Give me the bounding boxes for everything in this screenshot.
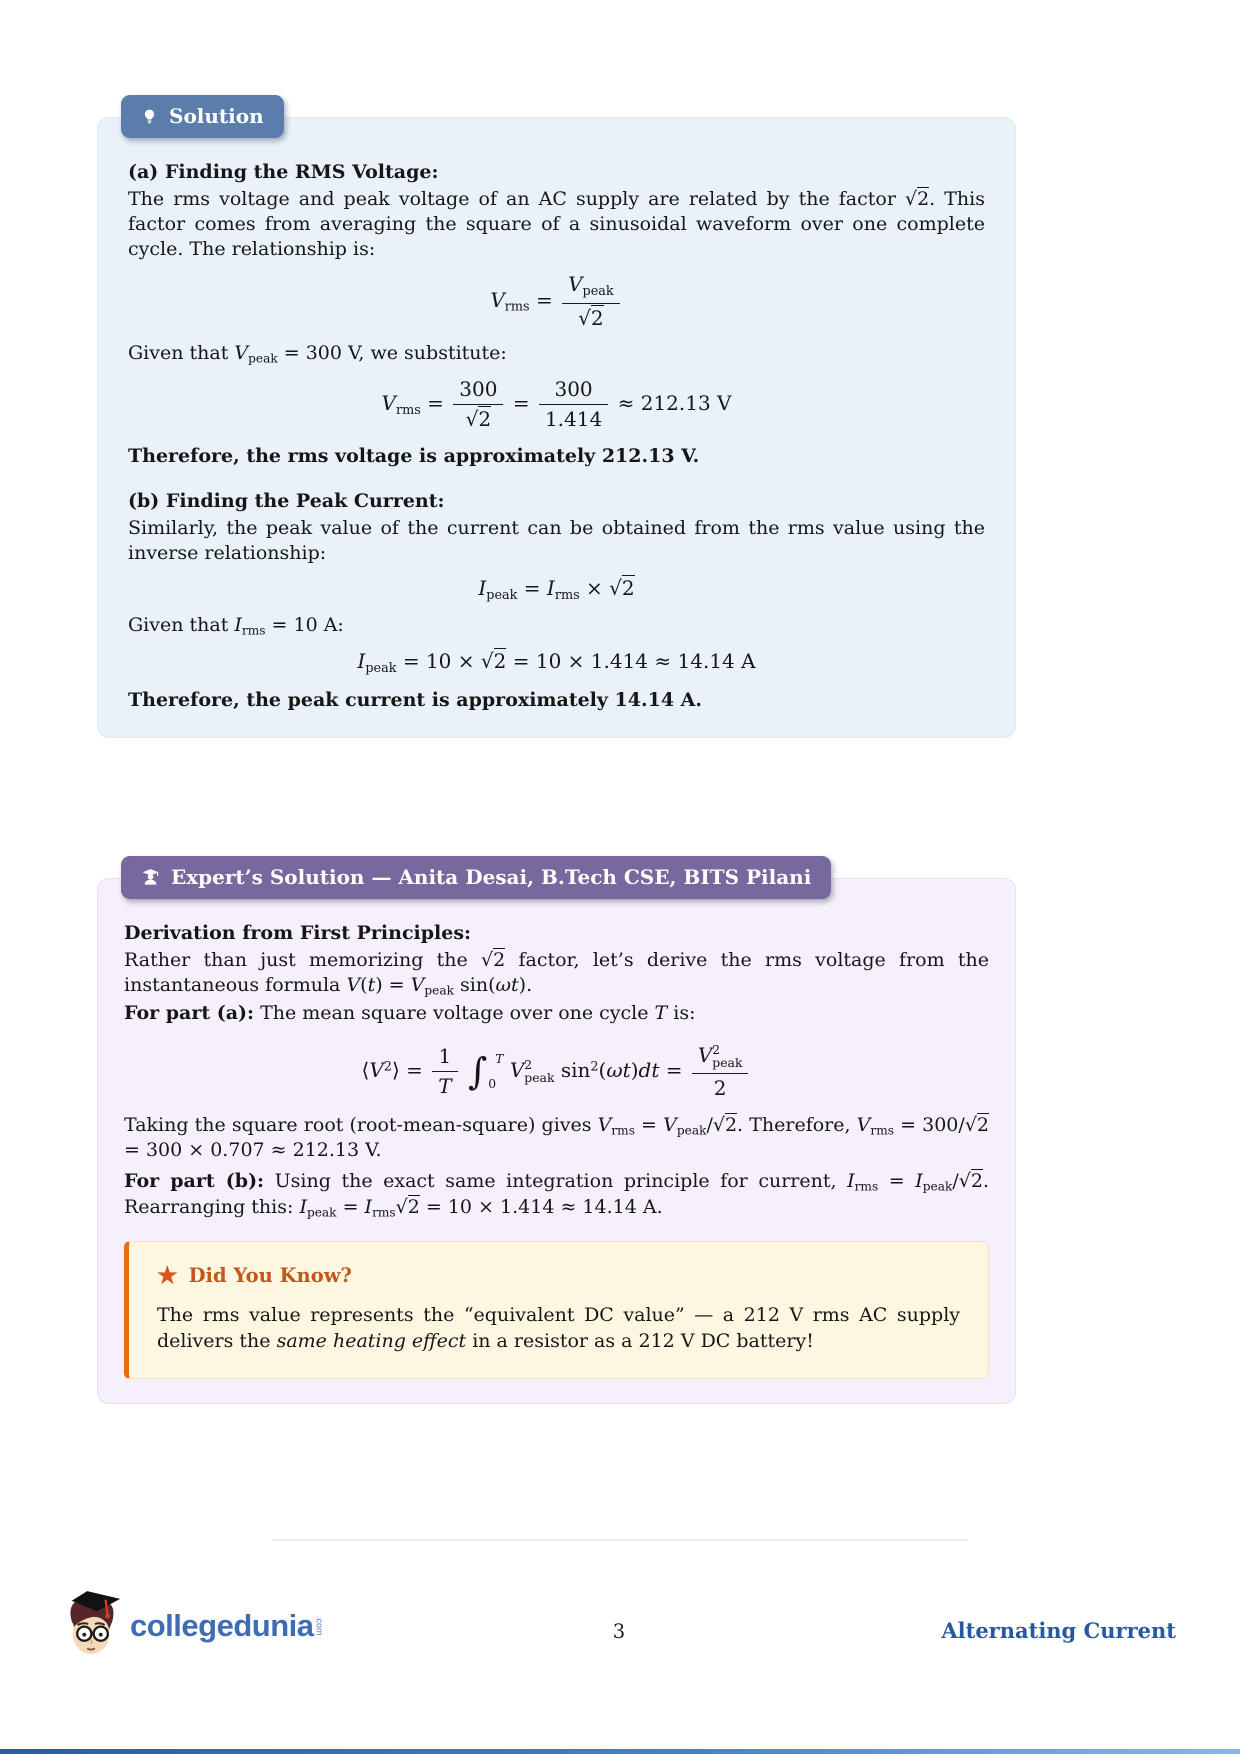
solution-badge-label: Solution <box>169 104 264 128</box>
bottom-accent-bar <box>0 1749 1240 1754</box>
graduate-icon <box>141 868 160 887</box>
derivation-para-3: Taking the square root (root-mean-square) gives $V_{rms} = V_{peak}/√2$. Therefore, $V_{rms} = 300/√2 = 300 \times 0.707 \approx 212.13$ V. <box>124 1113 990 1162</box>
part-b-given: Given that $I_{rms} = 10$ A: <box>128 614 344 638</box>
footer <box>62 1586 1176 1706</box>
brand-suffix-text: .com <box>314 1616 325 1636</box>
part-a-intro: The rms voltage and peak voltage of an AC supply are related by the factor √2. This factor comes from averaging the square of a sinusoidal waveform over one complete cycle. The relationship is: <box>128 188 985 261</box>
derivation-para-1: Rather than just memorizing the √2 factor, let’s derive the rms voltage from the instantaneous formula $V(t) = V_{peak}$ sin(ωt). <box>124 949 989 998</box>
part-a-given: Given that $V_{peak} = 300$ V, we substitute: <box>128 341 507 366</box>
derivation-para-4: For part (b): Using the exact same integration principle for current, $I_{rms} = I_{peak}/√2$. Rearranging this: $I_{peak} = I_{rms}√2 = 10 \times 1.414 \approx 14.14$ A. <box>124 1170 990 1220</box>
derivation-heading: Derivation from First Principles: <box>124 922 472 944</box>
solution-badge <box>121 95 284 138</box>
did-you-know-title: Did You Know? <box>188 1263 352 1287</box>
formula-vrms-calculation: $V_{rms}$ = $\frac{300}{√2}$ = $\frac{300}{1.414}$ ≈ 212.13 V <box>381 376 732 431</box>
lightbulb-icon <box>141 108 158 125</box>
brand-text: collegedunia <box>130 1608 314 1643</box>
solution-section <box>97 95 1016 738</box>
footer-divider <box>272 1539 968 1541</box>
chapter-title: Alternating Current <box>941 1618 1176 1643</box>
part-a-conclusion: Therefore, the rms voltage is approximately 212.13 V. <box>128 444 700 467</box>
did-you-know-box <box>124 1241 989 1379</box>
expert-solution-section <box>97 856 1016 1404</box>
part-a-heading: (a) Finding the RMS Voltage: <box>128 161 439 183</box>
part-b-intro: Similarly, the peak value of the current can be obtained from the rms value using the inverse relationship: <box>128 516 985 564</box>
collegedunia-mascot-icon <box>62 1588 124 1664</box>
page-number: 3 <box>612 1620 626 1643</box>
collegedunia-logo <box>62 1588 323 1664</box>
part-b-heading: (b) Finding the Peak Current: <box>128 489 445 512</box>
did-you-know-header <box>157 1261 960 1289</box>
formula-ipeak-calculation: $I_{peak} = 10 \times √2 = 10 \times 1.414 \approx 14.14$ A <box>357 648 756 676</box>
expert-badge <box>121 856 831 899</box>
part-b-conclusion: Therefore, the peak current is approximately 14.14 A. <box>128 688 703 711</box>
formula-ipeak-definition: $I_{peak} = I_{rms} \times √2$ <box>478 575 635 603</box>
derivation-para-2: For part (a): The mean square voltage over one cycle T is: <box>124 1001 696 1024</box>
formula-vrms-definition: $V_{rms}$ = $\frac{V_{peak}}{√2}$ <box>128 272 985 331</box>
expert-badge-label: Expert’s Solution — Anita Desai, B.Tech CSE, BITS Pilani <box>171 865 812 889</box>
expert-box <box>97 878 1016 1404</box>
mean-square-formula: $⟨V^2⟩$ = $\frac{1}{T}$ ∫ T 0 V 2 peak $\sin^2(\omega t)dt$ = V 2 peak 2 <box>124 1042 989 1101</box>
star-icon: ★ <box>157 1261 178 1289</box>
solution-box <box>97 117 1016 738</box>
did-you-know-body: The rms value represents the “equivalent DC value” — a 212 V rms AC supply delivers the same heating effect in a resistor as a 212 V DC battery! <box>157 1303 960 1352</box>
